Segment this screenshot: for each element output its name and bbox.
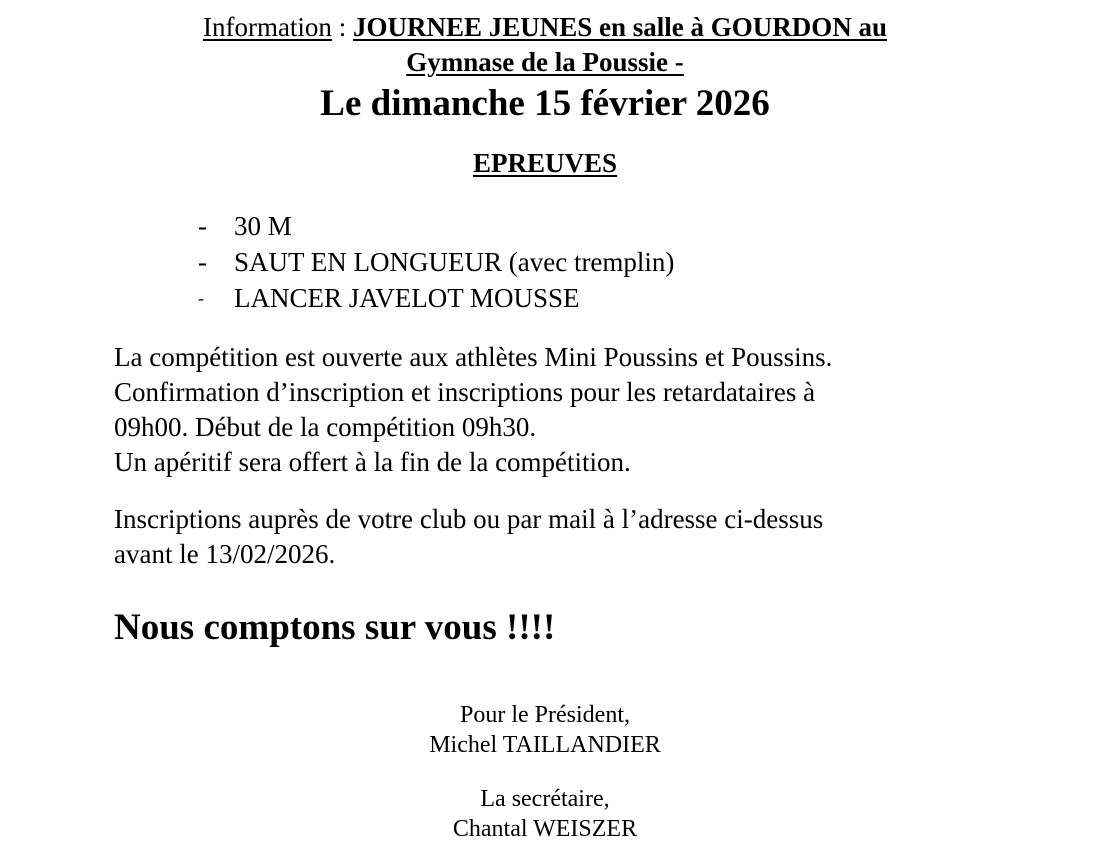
call-to-action: Nous comptons sur vous !!!! — [114, 607, 556, 648]
bullet-dash-icon: - — [198, 211, 207, 241]
signature-name: Michel TAILLANDIER — [429, 732, 661, 758]
information-label: Information — [202, 12, 332, 42]
signature-secretary — [345, 784, 745, 844]
header-title-line-2 — [0, 47, 1090, 78]
event-title-part-1: JOURNEE JEUNES en salle à GOURDON au — [352, 12, 888, 42]
event-title-part-2: Gymnase de la Poussie - — [406, 47, 684, 77]
signature-role: La secrétaire, — [480, 786, 610, 812]
text-line: 09h00. Début de la compétition 09h30. — [114, 412, 537, 442]
event-label: SAUT EN LONGUEUR (avec tremplin) — [234, 247, 675, 277]
bullet-dash-icon: - — [198, 247, 207, 277]
text-line: avant le 13/02/2026. — [114, 539, 336, 569]
signature-name: Chantal WEISZER — [452, 816, 638, 842]
separator: : — [331, 12, 353, 42]
event-label: LANCER JAVELOT MOUSSE — [234, 283, 580, 313]
registration-paragraph — [114, 502, 823, 572]
events-heading-text: EPREUVES — [472, 148, 618, 178]
text-line: Un apéritif sera offert à la fin de la compétition. — [114, 447, 631, 477]
event-date: Le dimanche 15 février 2026 — [320, 83, 770, 124]
text-line: Inscriptions auprès de votre club ou par mail à l’adresse ci-dessus — [114, 504, 824, 534]
text-line: La compétition est ouverte aux athlètes Mini Poussins et Poussins. — [114, 342, 833, 372]
event-label: 30 M — [234, 211, 292, 241]
bullet-dash-icon: - — [198, 288, 204, 308]
header-title-line-1 — [0, 12, 1090, 43]
signature-role: Pour le Président, — [460, 702, 630, 728]
signature-president — [345, 700, 745, 760]
text-line: Confirmation d’inscription et inscriptions pour les retardataires à — [114, 377, 816, 407]
events-heading — [0, 148, 1090, 179]
info-paragraph — [114, 340, 832, 480]
